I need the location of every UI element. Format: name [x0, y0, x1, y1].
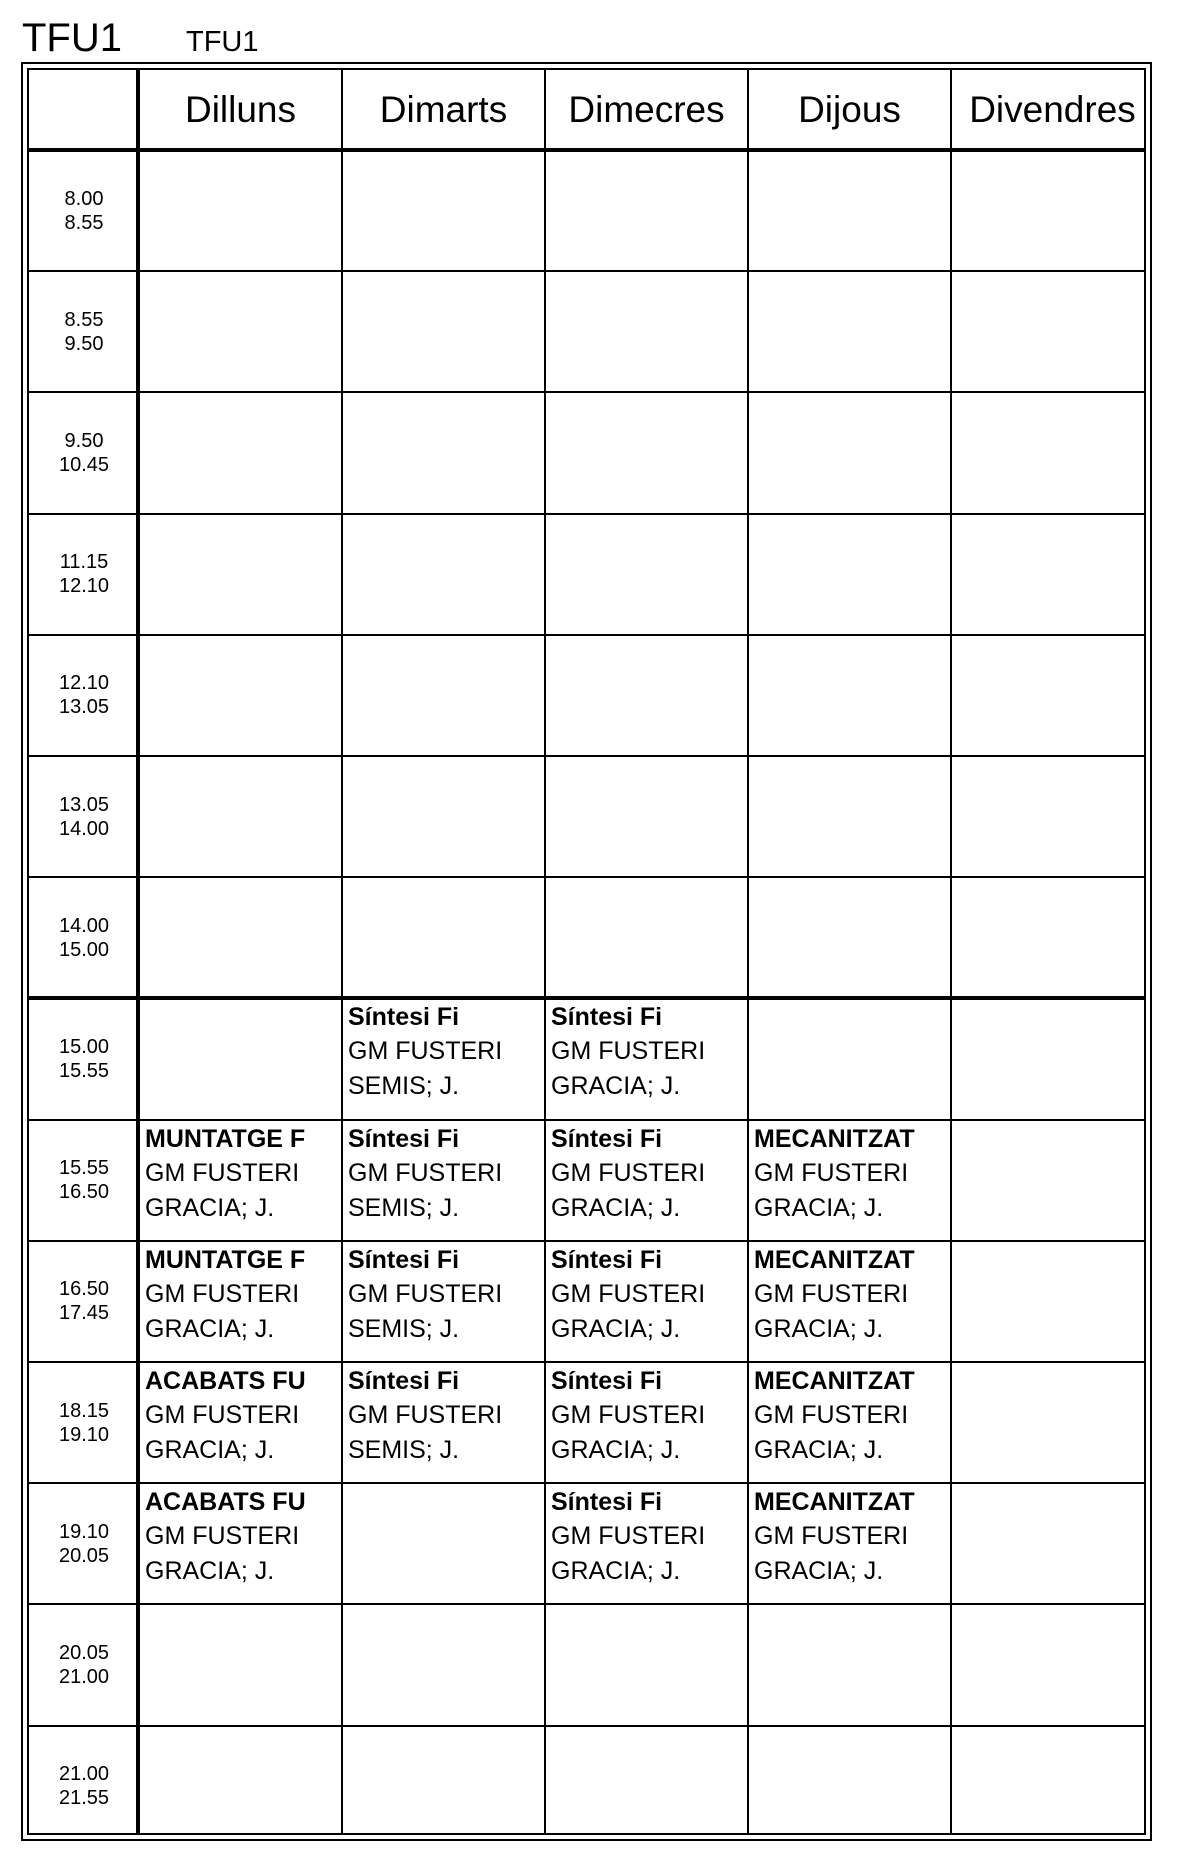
- class-subject: Síntesi Fi: [348, 1003, 460, 1032]
- time-slot: [29, 1604, 139, 1725]
- empty-cell: [952, 151, 1153, 270]
- time-start: 14.00: [58, 914, 110, 937]
- page-subtitle: TFU1: [186, 26, 259, 58]
- time-end: 14.00: [58, 817, 110, 840]
- class-group: GM FUSTERI: [145, 1401, 300, 1429]
- empty-cell: [546, 1605, 747, 1724]
- time-end: 13.05: [58, 696, 110, 719]
- class-teacher: GRACIA; J.: [551, 1193, 681, 1222]
- empty-cell: [140, 636, 341, 755]
- class-group: GM FUSTERI: [551, 1279, 706, 1308]
- time-end: 17.45: [58, 1302, 110, 1325]
- class-cell: [546, 1363, 747, 1482]
- time-slot: [29, 514, 139, 635]
- class-teacher: GRACIA; J.: [551, 1557, 681, 1586]
- class-teacher: GRACIA; J.: [551, 1314, 681, 1343]
- time-start: 8.55: [64, 308, 104, 331]
- empty-cell: [140, 878, 341, 997]
- class-cell: [140, 1484, 341, 1603]
- empty-cell: [140, 1727, 341, 1846]
- time-slot: [29, 1726, 139, 1847]
- class-cell: [749, 1484, 950, 1603]
- day-header-dimecres: Dimecres: [568, 89, 725, 130]
- empty-cell: [343, 878, 544, 997]
- class-teacher: GRACIA; J.: [754, 1557, 884, 1586]
- empty-cell: [952, 1605, 1153, 1724]
- empty-cell: [343, 757, 544, 876]
- class-cell: [343, 1363, 544, 1482]
- time-start: 12.10: [58, 672, 110, 695]
- class-teacher: GRACIA; J.: [551, 1072, 681, 1101]
- empty-cell: [749, 1605, 950, 1724]
- class-subject: MECANITZAT: [754, 1488, 915, 1517]
- class-group: GM FUSTERI: [754, 1401, 909, 1429]
- empty-cell: [749, 151, 950, 270]
- time-slot: [29, 392, 139, 513]
- class-cell: [140, 1242, 341, 1361]
- empty-cell: [343, 515, 544, 634]
- empty-cell: [140, 1605, 341, 1724]
- empty-cell: [952, 1242, 1153, 1361]
- empty-cell: [749, 878, 950, 997]
- class-subject: Síntesi Fi: [551, 1488, 663, 1517]
- time-end: 19.10: [58, 1423, 110, 1446]
- class-teacher: GRACIA; J.: [754, 1193, 884, 1222]
- empty-cell: [343, 151, 544, 270]
- time-end: 15.55: [58, 1059, 110, 1082]
- time-end: 16.50: [58, 1181, 110, 1204]
- time-slot: [29, 756, 139, 877]
- empty-cell: [343, 636, 544, 755]
- time-end: 21.55: [58, 1787, 110, 1810]
- class-cell: [343, 999, 544, 1118]
- class-cell: [749, 1363, 950, 1482]
- class-group: GM FUSTERI: [551, 1522, 706, 1551]
- class-group: GM FUSTERI: [145, 1522, 300, 1551]
- empty-cell: [546, 636, 747, 755]
- time-slot: [29, 1362, 139, 1483]
- class-subject: MUNTATGE F: [145, 1245, 306, 1274]
- empty-cell: [749, 636, 950, 755]
- empty-cell: [546, 272, 747, 391]
- empty-cell: [546, 878, 747, 997]
- class-teacher: SEMIS; J.: [348, 1193, 460, 1222]
- class-teacher: GRACIA; J.: [754, 1314, 884, 1343]
- page-title: TFU1: [22, 16, 122, 60]
- day-header-dimarts: Dimarts: [379, 89, 508, 130]
- day-header-dijous: Dijous: [798, 89, 901, 130]
- time-start: 20.05: [58, 1641, 110, 1664]
- empty-cell: [343, 1484, 544, 1603]
- empty-cell: [952, 1121, 1153, 1240]
- class-cell: [140, 1121, 341, 1240]
- empty-cell: [749, 515, 950, 634]
- time-start: 19.10: [58, 1520, 110, 1543]
- empty-cell: [952, 393, 1153, 512]
- class-group: GM FUSTERI: [551, 1158, 706, 1187]
- class-cell: [343, 1121, 544, 1240]
- class-subject: MECANITZAT: [754, 1367, 915, 1395]
- empty-cell: [546, 393, 747, 512]
- empty-cell: [140, 393, 341, 512]
- time-start: 15.00: [58, 1035, 110, 1058]
- class-teacher: GRACIA; J.: [145, 1557, 275, 1586]
- class-cell: [546, 999, 747, 1118]
- empty-cell: [749, 393, 950, 512]
- empty-cell: [343, 1605, 544, 1724]
- class-teacher: SEMIS; J.: [348, 1072, 460, 1101]
- class-cell: [749, 1242, 950, 1361]
- class-subject: Síntesi Fi: [348, 1124, 460, 1153]
- empty-cell: [343, 1727, 544, 1846]
- class-subject: Síntesi Fi: [551, 1245, 663, 1274]
- class-teacher: GRACIA; J.: [754, 1436, 884, 1464]
- empty-cell: [546, 151, 747, 270]
- empty-cell: [343, 272, 544, 391]
- empty-cell: [140, 151, 341, 270]
- class-teacher: GRACIA; J.: [145, 1193, 275, 1222]
- class-teacher: SEMIS; J.: [348, 1314, 460, 1343]
- empty-cell: [952, 272, 1153, 391]
- time-start: 18.15: [58, 1399, 110, 1422]
- time-end: 21.00: [58, 1665, 110, 1688]
- class-group: GM FUSTERI: [551, 1401, 706, 1429]
- empty-cell: [952, 636, 1153, 755]
- time-end: 12.10: [58, 575, 110, 598]
- empty-cell: [546, 515, 747, 634]
- empty-cell: [952, 1727, 1153, 1846]
- day-header-divendres: Divendres: [969, 89, 1136, 130]
- class-subject: Síntesi Fi: [551, 1124, 663, 1153]
- class-subject: ACABATS FU: [145, 1367, 306, 1395]
- time-end: 15.00: [58, 938, 110, 961]
- time-slot: [29, 1483, 139, 1604]
- class-subject: MECANITZAT: [754, 1245, 915, 1274]
- class-teacher: GRACIA; J.: [145, 1436, 275, 1464]
- time-slot: [29, 1241, 139, 1362]
- empty-cell: [140, 757, 341, 876]
- class-cell: [546, 1121, 747, 1240]
- time-end: 9.50: [64, 332, 104, 355]
- empty-cell: [749, 272, 950, 391]
- class-teacher: SEMIS; J.: [348, 1436, 460, 1464]
- empty-cell: [749, 1727, 950, 1846]
- class-cell: [546, 1242, 747, 1361]
- class-subject: Síntesi Fi: [551, 1367, 663, 1395]
- class-group: GM FUSTERI: [348, 1037, 503, 1066]
- class-subject: MUNTATGE F: [145, 1124, 306, 1153]
- time-slot: [29, 998, 139, 1119]
- time-slot: [29, 1120, 139, 1241]
- empty-cell: [140, 515, 341, 634]
- class-cell: [749, 1121, 950, 1240]
- class-teacher: GRACIA; J.: [145, 1314, 275, 1343]
- timetable-grid: [27, 68, 1146, 1835]
- time-end: 20.05: [58, 1544, 110, 1567]
- class-subject: ACABATS FU: [145, 1488, 306, 1517]
- class-group: GM FUSTERI: [754, 1158, 909, 1187]
- day-header-dilluns: Dilluns: [184, 89, 297, 130]
- empty-cell: [952, 1363, 1153, 1482]
- class-group: GM FUSTERI: [348, 1401, 503, 1429]
- empty-cell: [952, 999, 1153, 1118]
- time-slot: [29, 271, 139, 392]
- class-cell: [140, 1363, 341, 1482]
- class-group: GM FUSTERI: [348, 1158, 503, 1187]
- class-group: GM FUSTERI: [754, 1279, 909, 1308]
- class-subject: Síntesi Fi: [348, 1245, 460, 1274]
- class-group: GM FUSTERI: [551, 1037, 706, 1066]
- class-subject: MECANITZAT: [754, 1124, 915, 1153]
- empty-cell: [140, 999, 341, 1118]
- class-subject: Síntesi Fi: [551, 1003, 663, 1032]
- class-group: GM FUSTERI: [145, 1279, 300, 1308]
- time-slot: [29, 877, 139, 998]
- class-group: GM FUSTERI: [348, 1279, 503, 1308]
- time-start: 11.15: [59, 551, 109, 574]
- time-start: 9.50: [64, 429, 104, 452]
- time-start: 21.00: [58, 1763, 110, 1786]
- class-teacher: GRACIA; J.: [551, 1436, 681, 1464]
- class-cell: [343, 1242, 544, 1361]
- time-end: 8.55: [64, 211, 104, 234]
- empty-cell: [952, 757, 1153, 876]
- time-slot: [29, 635, 139, 756]
- time-end: 10.45: [58, 453, 110, 476]
- class-cell: [546, 1484, 747, 1603]
- empty-cell: [546, 1727, 747, 1846]
- empty-cell: [952, 878, 1153, 997]
- class-group: GM FUSTERI: [145, 1158, 300, 1187]
- empty-cell: [749, 999, 950, 1118]
- time-start: 16.50: [58, 1278, 110, 1301]
- empty-cell: [952, 1484, 1153, 1603]
- empty-cell: [140, 272, 341, 391]
- time-start: 15.55: [58, 1157, 110, 1180]
- class-group: GM FUSTERI: [754, 1522, 909, 1551]
- empty-cell: [749, 757, 950, 876]
- empty-cell: [546, 757, 747, 876]
- empty-cell: [343, 393, 544, 512]
- time-start: 13.05: [58, 793, 110, 816]
- class-subject: Síntesi Fi: [348, 1367, 460, 1395]
- empty-cell: [952, 515, 1153, 634]
- time-slot: [29, 150, 139, 271]
- time-start: 8.00: [64, 187, 104, 210]
